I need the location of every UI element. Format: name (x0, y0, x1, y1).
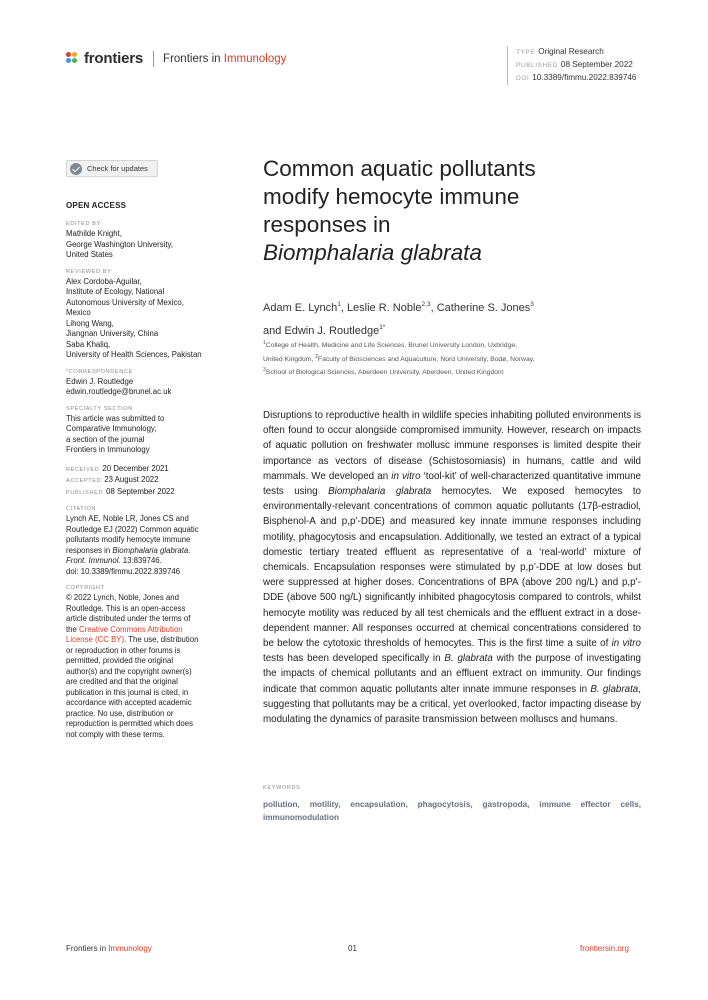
cc-license-link[interactable]: Creative Commons Attribution (79, 624, 183, 634)
cc-by-link[interactable]: License (CC BY) (66, 635, 125, 644)
reviewed-by-section: REVIEWED BY Alex Cordoba-Aguilar, Institute of Ecology, National Autonomous University of Mexico, Mexico Lihong Wang, Jiangnan University, China Saba Khaliq, University of Health Sciences, Pakistan (66, 268, 202, 359)
abstract-text: Disruptions to reproductive health in wildlife species inhabiting polluted environments is often found to occur alongside compromised immunity. However, research on impacts of aquatic pollution on freshwater mollusc immune responses is limited despite their importance as vectors of disease (Schistosomiasis) in humans, cattle and wild mammals. We developed an in vitro ‘tool-kit’ of well-characterized quantitative immune tests using Biomphalaria glabrata hemocytes. We exposed hemocytes to environmentally-relevant concentrations of common aquatic pollutants (17β-estradiol, Bisphenol-A and p,p’-DDE) and measured key innate immune responses including motility, phagocytosis and encapsulation. Additionally, we tested an extract of a typical domestic tertiary treated effluent as representative of a ‘real-world’ mixture of chemicals. Encapsulation responses were stimulated by p,p’-DDE at low doses but were suppressed at higher doses. Concentrations of BPA (above 200 ng/L) and p,p’-DDE (above 500 ng/L) significantly inhibited phagocytosis compared to controls, whilst hemocyte motility was reduced by all test chemicals and the effluent extract in a dose-dependent manner. All responses occurred at chemical concentrations considered to be below the cytotoxic thresholds of hemocytes. This is the first time a suite of in vitro tests has been developed specifically in B. glabrata with the purpose of investigating the impacts of chemical pollutants and an effluent extract on immunity. Our findings indicate that common aquatic pollutants alter innate immune responses in B. glabrata, suggesting that pollutants may be a critical, yet overlooked, factor impacting disease by modulating the dynamics of parasite transmission between molluscs and humans. (263, 410, 642, 726)
author-list: Adam E. Lynch$^1$, Leslie R. Noble$^{2,3}$, Catherine S. Jones$^3$ and Edwin J. Routledge$^{1*}$ (263, 301, 534, 337)
journal-header (66, 50, 286, 67)
check-circle-icon (70, 163, 82, 175)
open-access-label: OPEN ACCESS (66, 201, 127, 210)
meta-doi: DOI 10.3389/fimmu.2022.839746 (516, 73, 637, 82)
meta-published: PUBLISHED 08 September 2022 (516, 60, 633, 69)
page-number: 01 (348, 944, 357, 953)
footer-site-link[interactable]: frontiersin.org (580, 944, 629, 953)
accepted-date: ACCEPTED 23 August 2022 (66, 475, 159, 484)
header-divider (153, 51, 154, 67)
specialty-section: SPECIALTY SECTION This article was submitted to Comparative Immunology, a section of the journal Frontiers in Immunology (66, 405, 165, 454)
correspondence-email-link[interactable]: edwin.routledge@brunel.ac.uk (66, 387, 172, 396)
dates-section (66, 464, 246, 499)
frontiers-logo-icon (66, 52, 80, 66)
check-for-updates-button[interactable] (66, 160, 158, 177)
author-name: and Edwin J. Routledge (263, 325, 380, 337)
check-updates-label: Check for updates (87, 164, 148, 173)
keywords-list: pollution, motility, encapsulation, phagocytosis, gastropoda, immune effector cells, immunomodulation (263, 800, 641, 822)
affiliations: $^1$College of Health, Medicine and Life Sciences, Brunel University London, Uxbridge, United Kingdom, $^2$Faculty of Biosciences and Aquaculture, Nord University, Bodø, Norway, $^3$School of Biological Sciences, Aberdeen University, Aberdeen, United Kingdom (263, 340, 535, 376)
article-title: Common aquatic pollutants modify hemocyte immune responses in Biomphalaria glabrata (263, 156, 536, 265)
copyright-section: COPYRIGHT © 2022 Lynch, Noble, Jones and Routledge. This is an open-access article distributed under the terms of the Creative Commons Attribution License (CC BY). The use, distribution or reproduction in other forums is permitted, provided the original author(s) and the copyright owner(s) are credited and that the original publication in this journal is cited, in accordance with accepted academic practice. No use, distribution or reproduction is permitted which does not comply with these terms. (66, 585, 199, 739)
citation-section: CITATION Lynch AE, Noble LR, Jones CS and Routledge EJ (2022) Common aquatic pollutants modify hemocyte immune responses in Biomphalaria glabrata. Front. Immunol. 13:839746. doi: 10.3389/fimmu.2022.839746 (66, 506, 199, 576)
received-date: RECEIVED 20 December 2021 (66, 463, 169, 473)
journal-name: Frontiers in Immunology (163, 52, 287, 65)
meta-type: TYPE Original Research (516, 47, 604, 56)
edited-by-section: EDITED BY Mathilde Knight, George Washington University, United States (66, 221, 174, 259)
keywords-heading: KEYWORDS (263, 785, 301, 791)
author-name: Adam E. Lynch (263, 302, 338, 314)
author-name: Catherine S. Jones (436, 302, 531, 314)
correspondence-section: *CORRESPONDENCE Edwin J. Routledge edwin.routledge@brunel.ac.uk (66, 369, 246, 398)
article-meta (507, 46, 636, 85)
published-date: PUBLISHED 08 September 2022 (66, 486, 175, 496)
sidebar (66, 201, 246, 748)
footer-journal: Frontiers in Immunology (66, 944, 152, 953)
author-name: Leslie R. Noble (346, 302, 422, 314)
brand-name: frontiers (84, 50, 144, 67)
